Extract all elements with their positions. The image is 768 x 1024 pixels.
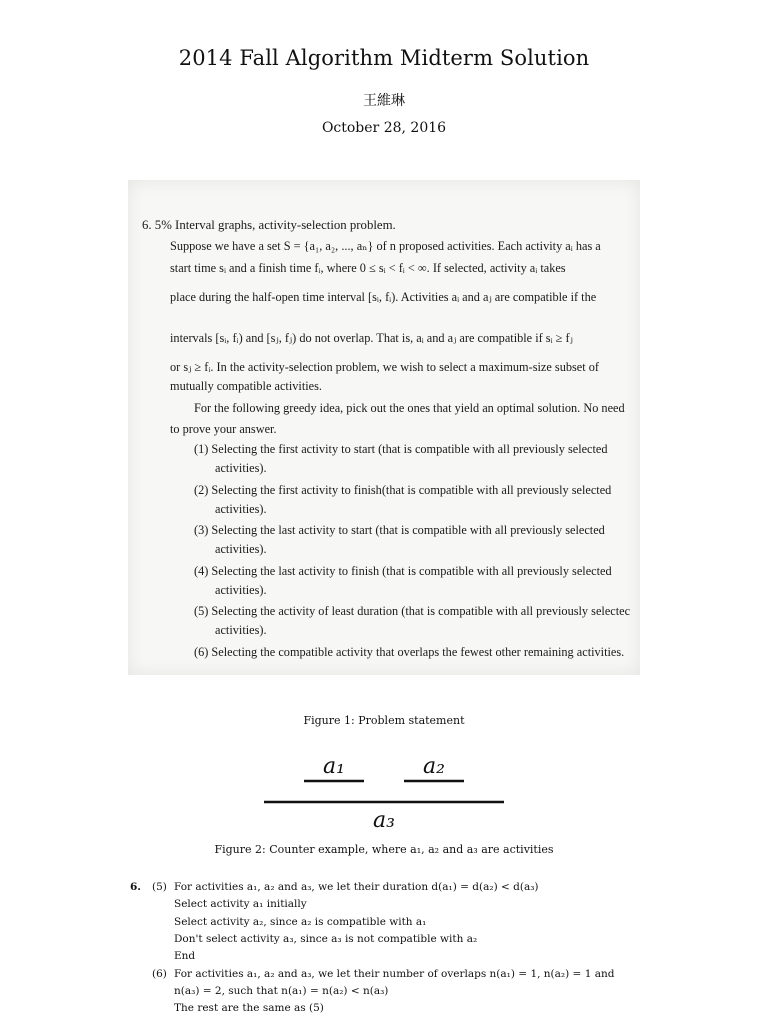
option-5-line: activities). [215,623,267,637]
activity-a2-label: a₂ [423,754,445,779]
option-6-line: (6) Selecting the compatible activity that overlaps the fewest other remaining activities. [194,645,625,659]
solution-line: Select activity a₁ initially [174,898,307,910]
solution-line: The rest are the same as (5) [174,1002,324,1014]
option-1-line: activities). [215,461,267,475]
document-date: October 28, 2016 [321,120,447,136]
problem-statement-scan [128,180,640,675]
solution-line: Don't select activity a₃, since a₃ is not compatible with a₂ [174,933,478,945]
solution-line: End [174,950,196,962]
problem-line: start time sᵢ and a finish time fᵢ, where 0 ≤ sᵢ < fᵢ < ∞. If selected, activity aᵢ takes [170,261,566,275]
solution-line: n(a₃) = 2, such that n(a₁) = n(a₂) < n(a₃) [174,985,389,997]
solution-line: For activities a₁, a₂ and a₃, we let their number of overlaps n(a₁) = 1, n(a₂) = 1 and [174,968,615,980]
document-title: 2014 Fall Algorithm Midterm Solution [178,46,590,70]
solution-part-5-number: (5) [152,881,167,893]
option-4-line: (4) Selecting the last activity to finish (that is compatible with all previously selected [194,564,612,578]
figure-1-caption: Figure 1: Problem statement [303,714,465,727]
counter-example-diagram [240,745,530,835]
option-2-line: activities). [215,502,267,516]
option-4-line: activities). [215,583,267,597]
activity-a3-label: a₃ [373,808,395,833]
problem-heading: 6. 5% Interval graphs, activity-selection problem. [142,218,396,232]
problem-line: to prove your answer. [170,422,277,436]
problem-line: mutually compatible activities. [170,379,322,393]
problem-line: intervals [sᵢ, fᵢ) and [sⱼ, fⱼ) do not overlap. That is, aᵢ and aⱼ are compatible if sᵢ ≥ fⱼ [170,331,573,345]
option-2-line: (2) Selecting the first activity to finish(that is compatible with all previously selected [194,483,612,497]
option-5-line: (5) Selecting the activity of least duration (that is compatible with all previously selectec [194,604,631,618]
solution-question-number: 6. [130,881,141,893]
solution-line: For activities a₁, a₂ and a₃, we let their duration d(a₁) = d(a₂) < d(a₃) [174,881,539,893]
option-3-line: (3) Selecting the last activity to start (that is compatible with all previously selected [194,523,605,537]
problem-line: or sⱼ ≥ fᵢ. In the activity-selection problem, we wish to select a maximum-size subset of [170,360,599,374]
problem-line: For the following greedy idea, pick out the ones that yield an optimal solution. No need [194,401,625,415]
option-3-line: activities). [215,542,267,556]
problem-line: place during the half-open time interval [sᵢ, fᵢ). Activities aᵢ and aⱼ are compatible if the [170,290,597,304]
activity-a1-label: a₁ [323,754,345,779]
option-1-line: (1) Selecting the first activity to start (that is compatible with all previously selected [194,442,608,456]
author-name: 王維琳 [363,93,405,109]
problem-line: Suppose we have a set S = {a₁, a₂, ..., aₙ} of n proposed activities. Each activity aᵢ has a [170,239,601,253]
figure-2-caption: Figure 2: Counter example, where a₁, a₂ and a₃ are activities [214,843,554,856]
solution-line: Select activity a₂, since a₂ is compatible with a₁ [174,916,427,928]
solution-part-6-number: (6) [152,968,167,980]
